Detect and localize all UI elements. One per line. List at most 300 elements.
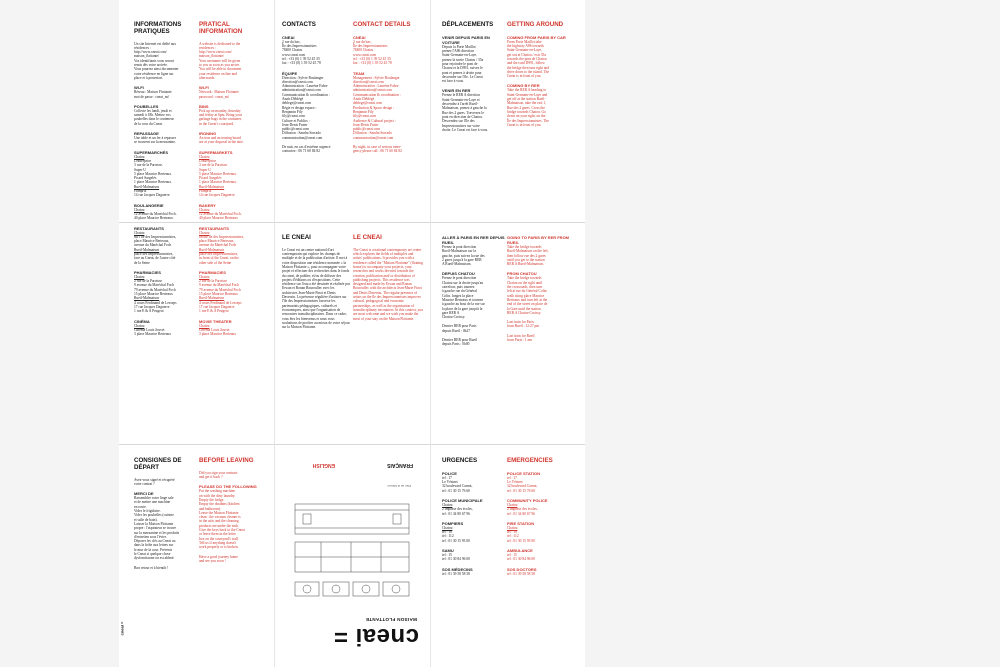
section-line: Chatou sur la droite jusqu'au <box>442 280 484 285</box>
info-section <box>507 35 575 79</box>
section-heading: WI-FI <box>199 85 209 91</box>
info-section <box>507 521 575 543</box>
section-line: Jean-Denis Frater <box>282 122 308 127</box>
section-heading: VENIR EN RER <box>442 88 471 94</box>
section-line: Put the washing machine <box>199 489 236 494</box>
section-line: remis dès votre arrivée. <box>134 63 168 68</box>
section-line: 5 place Maurice Berteaux. <box>199 171 237 176</box>
section-line: Super U <box>199 167 211 172</box>
section-line: Leaderprice <box>199 158 217 163</box>
section-line: then follow rue des 2 gares <box>507 253 546 258</box>
section-line: Anaïs Déblégé <box>282 97 304 102</box>
section-line: Rueil-Malmaison <box>134 247 160 252</box>
section-heading: PHARMACIES <box>134 269 161 275</box>
about-text-en: The Cneai is a national contemporary art center which explores the fields of multiples and artists' publications. It provides you with a residence called the "Maison Flottante" (floating house) to accompany your projects, your researches and works devoted towards the creation, publication and/ or distribution of publishing projects. This residence was designed and made by Erwan and Ronan Bouroullec with the architects Jean-Marie Finot and Denis Daversin. The regular presence of artists on the île des Impressionnistes improves cultural, pedagogical and economic partnerships, as well as the organisation of transdisciplinary encounters. In this context, you are most welcome and we wish you make the most of your stay on the Maison Flottante. <box>353 247 423 321</box>
section-line: until you get to the station <box>507 257 545 262</box>
section-heading: MERCI DE <box>134 491 154 497</box>
section-line: and friday at 6pm. Bring your <box>199 113 242 118</box>
column-title: EMERGENCIES <box>507 457 553 464</box>
section-line: Chatou <box>199 323 210 328</box>
section-line: Chatou <box>134 230 145 235</box>
column-title: DÉPLACEMENTS <box>442 21 494 28</box>
section-line: carrefour, puis tournez <box>442 285 475 290</box>
section-line: face au Cneai, de l'autre côté <box>134 256 176 261</box>
section-line: Malmaison, take the exit 1, <box>507 101 547 106</box>
section-line: place Maurice Berteaux, <box>199 239 235 244</box>
section-line: De nuit, en cas d'extrême urgence <box>282 145 331 150</box>
section-line: la place de la gare jusqu'à la <box>442 306 483 311</box>
column-title: URGENCES <box>442 457 478 464</box>
section-line: Rueil-Malmaison <box>199 184 225 189</box>
section-line: 17 rue Jacques Daguerre <box>199 304 235 309</box>
section-line: Chatou <box>199 154 210 159</box>
info-section <box>442 471 506 493</box>
section-heading: ALLER À PARIS EN RER DEPUIS RUEIL <box>442 235 505 245</box>
section-line: 4 cours Ferdinand de Lesseps <box>134 300 177 305</box>
section-line: Last train for Paris <box>507 320 534 325</box>
section-line: Culture et Publics : <box>282 118 310 123</box>
leaflet-sheet <box>119 0 585 667</box>
section-line: tel : 01 30 15 93 00 <box>442 538 470 543</box>
section-line: Saint-Germain-en-Laye, <box>507 48 543 53</box>
section-heading: COMING BY RER <box>507 83 540 89</box>
section-line: Collecte les lundi, jeudi et <box>134 108 172 113</box>
section-line: 32 boulevard Carnot, <box>442 484 473 489</box>
section-line: Rassembler votre linge sale <box>134 496 174 501</box>
section-heading: WI-FI <box>134 85 144 91</box>
info-section <box>134 566 198 570</box>
section-heading: BOULANGERIE <box>134 202 164 208</box>
section-line: Chatou <box>199 230 210 235</box>
section-line: are at your disposal in the attic. <box>199 140 245 145</box>
section-heading: CNEAI <box>282 34 295 40</box>
section-line: or leave them in the letter <box>199 532 236 537</box>
section-line: 3 rue de la Paroisse. <box>199 163 228 168</box>
section-line: Une table et un fer à repasser <box>134 136 176 141</box>
section-line: Avez-vous signé et récupéré <box>134 477 175 482</box>
section-line: place des Impressionnistes, <box>134 251 174 256</box>
section-line: et de mettre une machine <box>134 500 171 505</box>
section-line: 9 avenue du Maréchal Foch <box>134 283 174 288</box>
fold-line <box>274 0 275 667</box>
section-line: de la Seine <box>134 260 150 265</box>
section-line: Did you sign your contract <box>199 470 238 475</box>
section-line: et salle de bain). <box>134 517 158 522</box>
section-line: Direction : Sylvie Boulanger <box>282 75 324 80</box>
section-heading: VENIR DEPUIS PARIS EN VOITURE <box>442 34 490 45</box>
section-heading: MOVIE THEATER <box>199 318 232 324</box>
info-section <box>134 131 198 145</box>
section-line: A Rueil-Malmaison. <box>442 262 472 267</box>
section-line: work properly or is broken. <box>199 545 239 550</box>
fold-line <box>119 222 585 223</box>
departure-fr <box>134 458 198 658</box>
section-line: avenue du Maréchal Foch <box>134 243 172 248</box>
section-line: Chatou et la D991, suivez le <box>442 66 483 71</box>
section-line: samedi à 18h. Mettez vos <box>134 113 171 118</box>
section-heading: IRONING <box>199 131 217 137</box>
section-line: Communication & coordination : <box>282 92 330 97</box>
section-line: Dernier RER pour Rueil <box>442 338 478 343</box>
section-line: tel : 01 30 15 76 60 <box>507 488 535 493</box>
section-line: box on the courtyard's wall. <box>199 536 239 541</box>
section-line: tel : 01 34 80 67 96 <box>507 511 535 516</box>
section-line: sur l'île des Impressionnistes, <box>134 234 177 239</box>
section-line: Maurice Berteaux et tournez <box>442 297 484 302</box>
floor-plan-drawing <box>291 490 411 600</box>
section-line: drive down to the island. The <box>507 69 550 74</box>
section-line: Vider les poubelles (cuisine <box>134 513 174 518</box>
section-heading: POMPIERS <box>442 520 464 526</box>
section-line: tel : 01 30 84 96 00 <box>507 557 535 562</box>
section-line: Cneai is in front of you. <box>507 122 542 127</box>
column-title: CONSIGNES DE DÉPART <box>134 457 182 471</box>
section-line: 15 place Maurice Berteaux <box>199 292 238 297</box>
section-heading: POLICE STATION <box>507 470 540 476</box>
rer-fr <box>442 235 506 440</box>
section-line: 14 rue Jacques Daguerre. <box>134 193 171 198</box>
section-line: 79 avenue du Maréchal Foch <box>134 287 176 292</box>
section-line: Vous pourrez ainsi documenter <box>134 67 179 72</box>
section-line: public@cneai.com <box>282 127 309 132</box>
info-section <box>442 567 506 576</box>
section-line: http://www.cneai.com/ <box>199 50 232 55</box>
section-line: Communication & coordination : <box>353 92 401 97</box>
section-line: your residence on line and <box>199 71 237 76</box>
section-line: other side of the Seine <box>199 260 232 265</box>
section-line: votre résidence en ligne sur <box>134 71 174 76</box>
section-line: Cinéma Louis Jouvet <box>134 327 165 332</box>
section-line: garbage bags in the container, <box>199 117 242 122</box>
section-line: the crossroads, then turn <box>507 285 543 290</box>
section-line: 78400 Chatou <box>282 48 303 53</box>
section-line: Management : Sylvie Boulanger <box>353 75 400 80</box>
column-title: INFORMATIONS PRATIQUES <box>134 21 182 35</box>
section-line: walk along place Maurice <box>507 293 545 298</box>
section-heading: PHARMACIES <box>199 269 226 275</box>
info-section <box>199 131 269 145</box>
info-section <box>199 270 269 314</box>
section-line: Descendez sur l'île des <box>442 119 475 124</box>
section-line: communication@cneai.com <box>353 135 394 140</box>
info-section <box>507 548 575 562</box>
section-line: fax : +33 (0) 1 39 52 45 78 <box>282 61 321 66</box>
section-line: tel : 15 <box>507 553 517 558</box>
info-section <box>442 271 506 319</box>
section-line: votre contrat ? <box>134 481 155 486</box>
column-title: CONTACT DETAILS <box>353 21 411 28</box>
section-line: Network : Maison Flottante <box>199 90 239 95</box>
section-line: Super U <box>134 167 146 172</box>
info-section <box>199 85 269 99</box>
section-line: tel : 112 <box>442 534 454 539</box>
section-line: the bridge then turn right and <box>507 65 550 70</box>
section-line: Rueil-Malmaison <box>134 296 160 301</box>
section-line: afterwards. <box>199 75 216 80</box>
info-section <box>353 35 423 66</box>
section-line: Rue des 2 gares. Cross the <box>507 105 545 110</box>
info-section <box>507 320 575 329</box>
section-line: depuis Paris : 0h00 <box>442 342 470 347</box>
section-line: Benjamin Fily <box>353 109 374 114</box>
section-line: get off at the station Rueil- <box>507 97 546 102</box>
section-line: and see you soon ! <box>199 558 226 563</box>
info-section <box>134 104 198 126</box>
section-line: Réseau : Maison Flottante <box>134 90 172 95</box>
section-line: 1 place Maurice Berteaux. <box>199 180 237 185</box>
section-line: administration@cneai.com <box>353 88 392 93</box>
section-line: Audience & Cultural project : <box>353 118 396 123</box>
section-line: Administration : Laurène Fabre <box>282 84 328 89</box>
section-line: Chatou-Croissy. <box>442 315 466 320</box>
section-line: le Cneai si quelque chose <box>134 552 171 557</box>
section-line: bridge towards Chatou. Go <box>507 109 546 114</box>
section-line: 79 avenue du Maréchal Foch <box>199 287 241 292</box>
section-line: from Rueil : 12:27 pm <box>507 324 540 329</box>
section-heading: REPASSAGE <box>134 131 159 137</box>
section-line: Saint-Germain-en-Laye and <box>507 92 548 97</box>
section-line: public@cneai.com <box>353 127 380 132</box>
section-line: Administration : Laurène Fabre <box>353 84 399 89</box>
section-line: Picard Surgelés <box>134 176 157 181</box>
section-line: Chatou <box>507 502 518 507</box>
section-line: Chatou <box>134 154 145 159</box>
section-line: 32 boulevard Carnot, <box>507 484 538 489</box>
section-line: poubelles dans le conteneur <box>134 117 174 122</box>
section-heading: SOS MÉDECINS <box>442 566 473 572</box>
section-line: Laisser la Maison Flottante <box>134 521 174 526</box>
section-line: Chatou <box>199 274 210 279</box>
info-section <box>507 271 575 315</box>
section-line: from Paris : 1 am <box>507 338 532 343</box>
info-section <box>134 150 198 198</box>
section-line: Anaïs Déblégé <box>353 97 375 102</box>
section-line: in the Cneai's courtyard. <box>199 121 234 126</box>
section-line: tel : 01 30 84 96 00 <box>442 557 470 562</box>
section-line: to you as soon as you arrive. <box>199 63 241 68</box>
section-line: est face à vous. <box>442 79 464 84</box>
section-line: Berteaux and turn left at the <box>507 297 548 302</box>
section-line: 40 place Maurice Berteaux. <box>134 216 174 221</box>
info-section <box>442 235 506 266</box>
section-line: products are under the sink. <box>199 523 239 528</box>
section-line: gare RER A <box>442 310 460 315</box>
section-line: Take the bridge towards <box>507 276 542 281</box>
section-line: 2 impasse des écoles, <box>507 507 538 512</box>
section-line: tel : 01 30 15 93 00 <box>507 538 535 543</box>
info-section <box>199 484 269 549</box>
section-line: Benjamin Fily <box>282 109 303 114</box>
section-line: maison_flottante/ <box>199 54 225 59</box>
info-section <box>507 567 575 576</box>
section-line: 2 gares jusqu'à la gare RER <box>442 257 482 262</box>
section-heading: SAMU <box>442 548 454 554</box>
section-line: Île des Impressionnistes <box>353 44 388 49</box>
section-line: 2 impasse des écoles, <box>442 507 473 512</box>
plan-panel <box>279 452 427 658</box>
section-line: residences : <box>199 45 216 50</box>
section-line: tel : 01 34 80 67 96 <box>442 511 470 516</box>
section-line: Depuis la Porte Maillot <box>442 44 476 49</box>
section-line: Chatou on the right until <box>507 280 543 285</box>
fold-line <box>430 0 431 667</box>
section-line: 40 place Maurice Berteaux <box>199 216 238 221</box>
section-line: Tell us if anything doesn't <box>199 540 237 545</box>
section-line: www.cneai.com <box>353 52 377 57</box>
section-line: By night, in case of serious emer- <box>353 145 402 150</box>
section-line: Last train for Rueil <box>507 333 535 338</box>
info-section <box>282 35 350 66</box>
section-heading: PLEASE DO THE FOLLOWING <box>199 484 257 490</box>
fold-line <box>119 444 585 445</box>
section-line: Chatou <box>134 207 145 212</box>
logo <box>333 617 419 650</box>
section-line: www.cneai.com <box>282 52 306 57</box>
section-line: 4 cours Ferdinand de Lesseps <box>199 300 242 305</box>
section-line: fily@cneai.com <box>353 114 376 119</box>
section-line: mot de passe : cneai_mf <box>134 94 169 99</box>
section-line: pont en direction de Chatou. <box>442 114 483 119</box>
section-line: Malmaison, prenez à gauche la <box>442 106 487 111</box>
section-line: Your username will be given <box>199 58 241 63</box>
section-line: Jean-Denis Frater <box>353 122 379 127</box>
plan-label-french: FRANÇAIS <box>387 462 413 468</box>
section-line: Bon retour et à bientôt ! <box>134 565 169 570</box>
section-line: tel : +33 (0) 1 39 52 45 35 <box>282 56 320 61</box>
section-line: communication@cneai.com <box>282 135 323 140</box>
section-line: Have a good journey home <box>199 554 238 559</box>
info-section <box>442 324 506 333</box>
section-line: get out at Chatou / exit 35a <box>507 52 546 57</box>
section-heading: COMING FROM PARIS BY CAR <box>507 34 566 40</box>
column-title: BEFORE LEAVING <box>199 457 254 464</box>
section-line: Déposer les clés au Cneai ou <box>134 539 176 544</box>
section-heading: POUBELLES <box>134 103 159 109</box>
section-line: Chatou <box>134 323 145 328</box>
section-line: 9 avenue du Maréchal Foch <box>199 283 239 288</box>
section-line: 1 rue E & A Peugeot <box>134 309 164 314</box>
column-title: PRATICAL INFORMATION <box>199 21 243 35</box>
info-section <box>134 203 198 221</box>
section-line: pour rejoindre le pont de <box>442 61 478 66</box>
section-line: la Gare until the station <box>507 306 541 311</box>
section-line: 2 rue du bac, <box>282 39 301 44</box>
travel-fr <box>442 22 506 218</box>
section-line: Le Vésinet <box>442 480 458 485</box>
info-section <box>507 334 575 343</box>
section-heading: TEAM <box>353 70 365 76</box>
about-title-fr: LE CNEAI <box>282 234 311 241</box>
section-heading: RESTAURANTS <box>199 225 229 231</box>
plan-caption: Plan de la Maison <box>387 484 411 488</box>
section-line: tel : 17 <box>442 475 452 480</box>
section-line: and bathroom). <box>199 506 221 511</box>
contacts-fr <box>282 22 350 218</box>
section-line: 2 rue de la Paroisse <box>199 279 227 284</box>
section-line: Rueil-Malmaison on the left, <box>507 249 549 254</box>
emergency-en <box>507 458 575 658</box>
logo-wordmark: cneai = <box>333 623 419 650</box>
section-line: 12 avenue du Maréchal Foch. <box>199 211 242 216</box>
section-line: Impressionnistes sur votre <box>442 123 480 128</box>
section-line: résidences : <box>134 45 151 50</box>
info-section <box>199 226 269 265</box>
section-line: en route. <box>134 504 147 509</box>
section-line: Dernier RER pour Paris <box>442 324 477 329</box>
section-heading: CINÉMA <box>134 318 150 324</box>
section-line: tel : 112 <box>507 534 519 539</box>
info-section <box>442 338 506 347</box>
section-line: An iron and an ironing board <box>199 136 241 141</box>
section-line: se trouvent sur la mezzanine. <box>134 140 176 145</box>
info-section <box>442 498 506 516</box>
section-line: tel : 01 39 58 58 58 <box>507 571 535 576</box>
section-line: clean : the vacuum cleaner is <box>199 515 241 520</box>
section-line: towards the pont de Chatou <box>507 56 547 61</box>
section-heading: SUPERMARCHÉS <box>134 149 169 155</box>
section-line: tel : 17 <box>507 475 517 480</box>
info-section <box>442 548 506 562</box>
section-line: in the attic and the cleaning <box>199 519 239 524</box>
departure-en <box>199 458 269 658</box>
about-en <box>353 235 423 440</box>
section-line: place et à posteriori. <box>134 75 164 80</box>
section-line: Île des Impressionnistes. The <box>507 118 549 123</box>
section-line: down on your right, on the <box>507 114 546 119</box>
section-line: 1 rue E & A Peugeot <box>199 309 229 314</box>
section-line: place des Impressionnistes, <box>199 251 239 256</box>
section-line: in front of the Cneai, on the <box>199 256 239 261</box>
practical-info-en <box>199 21 269 337</box>
section-line: 78400 Chatou <box>353 48 374 53</box>
section-line: Picard Surgelés <box>199 176 222 181</box>
section-line: direction@cneai.com <box>353 79 384 84</box>
section-line: Leave the Maison Flottante <box>199 510 239 515</box>
section-line: Give the keys back to the Cneai <box>199 528 245 533</box>
travel-en <box>507 22 575 218</box>
section-line: 3 place Maurice Berteaux <box>134 332 172 337</box>
section-line: Chatou <box>442 502 453 507</box>
section-line: à gauche rue du Général <box>442 289 477 294</box>
section-line: deblege@cneai.com <box>353 101 383 106</box>
section-line: Take the RER A heading to <box>507 88 547 93</box>
section-line: 12 avenue du Maréchal Foch. <box>134 211 177 216</box>
section-line: contactez : 06 71 60 84 82 <box>282 149 320 154</box>
info-section <box>282 145 350 154</box>
plan-label-english: ENGLISH <box>312 462 335 468</box>
section-line: gency please call : 06 71 60 84 82 <box>353 149 402 154</box>
info-section <box>282 71 350 140</box>
section-heading: BAKERY <box>199 202 216 208</box>
section-line: fily@cneai.com <box>282 114 305 119</box>
section-line: Rueil-Malmaison <box>199 296 225 301</box>
info-section <box>134 478 198 487</box>
section-line: end of the street on place de <box>507 302 548 307</box>
section-line: Vider le frigidaire. <box>134 509 161 514</box>
info-section <box>134 319 198 337</box>
info-section <box>507 235 575 266</box>
section-heading: GOING TO PARIS BY RER FROM RUEIL <box>507 235 570 245</box>
info-section <box>507 498 575 516</box>
section-line: the highway A86 towards <box>507 44 544 49</box>
section-line: descendez à l'arrêt Rueil- <box>442 102 479 107</box>
section-line: Chatou <box>199 207 210 212</box>
section-line: sur la mezzanine et les produits <box>134 530 180 535</box>
section-line: Franprix <box>134 189 147 194</box>
section-line: Régie et design espace : <box>282 105 317 110</box>
column-title: GETTING AROUND <box>507 21 564 28</box>
section-line: and get it back ? <box>199 475 223 480</box>
